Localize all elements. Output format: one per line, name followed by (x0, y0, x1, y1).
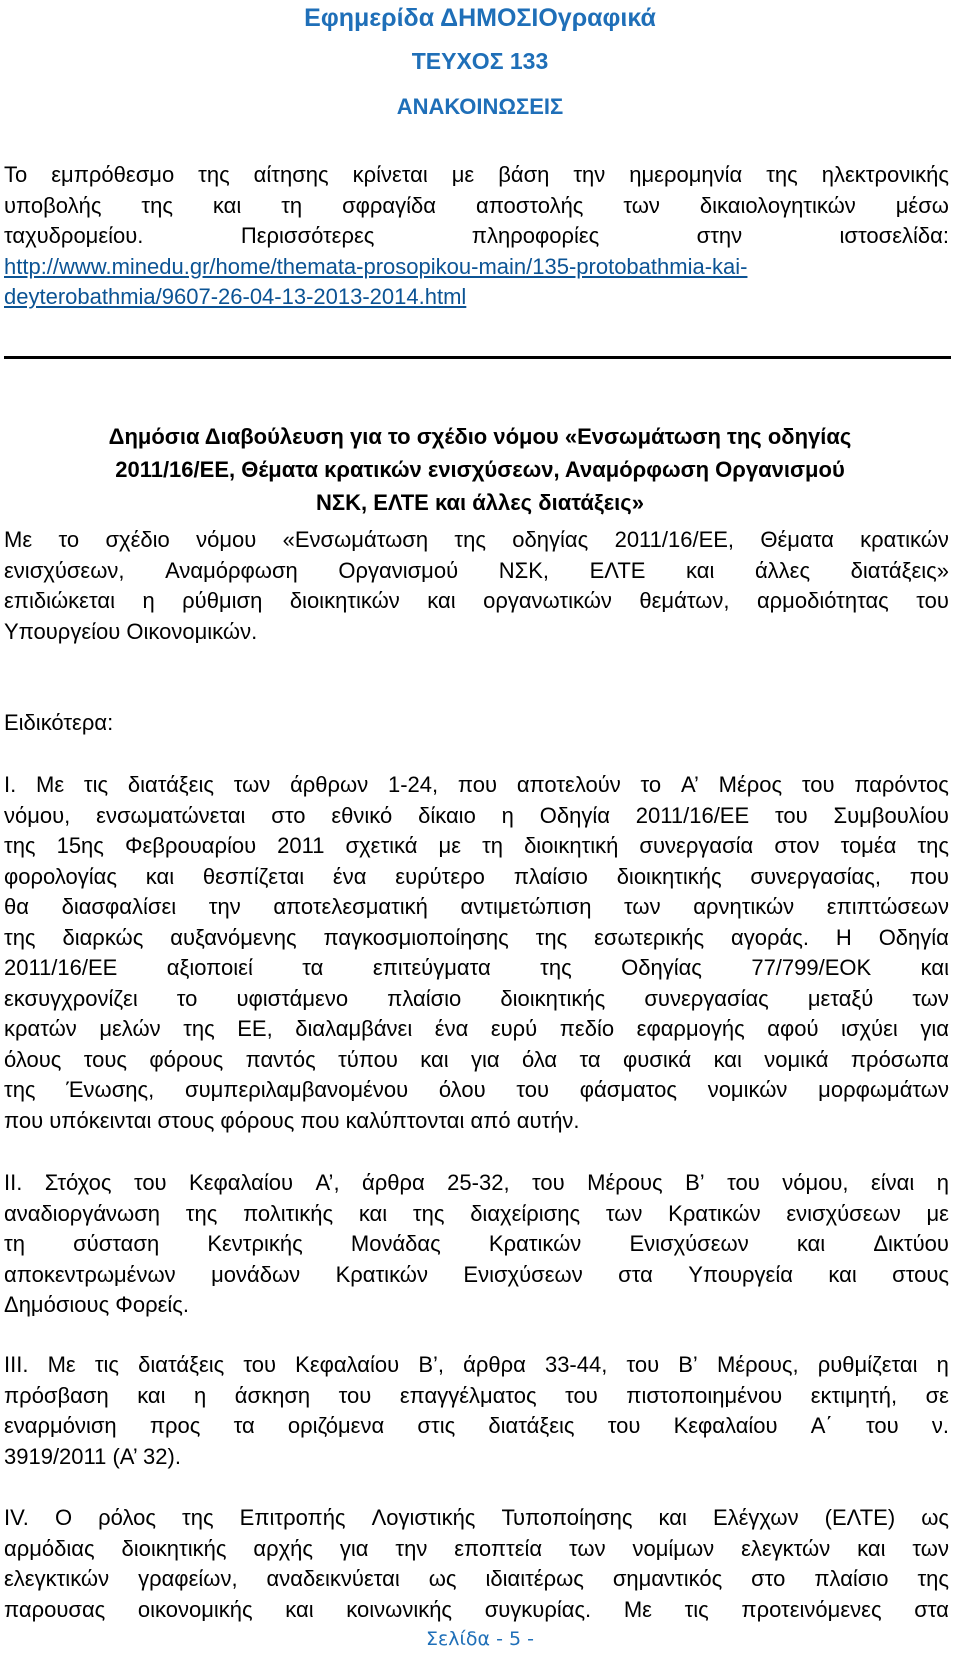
paragraph-line: εκσυγχρονίζει το υφιστάμενο πλαίσιο διοικητικής συνεργασίας μεταξύ των (4, 985, 949, 1011)
section-1-paragraph (4, 770, 949, 1136)
paragraph-line: ενισχύσεων, Αναμόρφωση Οργανισμού ΝΣΚ, ΕΛΤΕ και άλλες διατάξεις» (4, 557, 949, 583)
article-title-line: 2011/16/ΕΕ, Θέματα κρατικών ενισχύσεων, Αναμόρφωση Οργανισμού (115, 457, 845, 482)
paragraph-line: 2011/16/ΕΕ αξιοποιεί τα επιτεύγματα της Οδηγίας 77/799/ΕΟΚ και (4, 955, 949, 980)
specifically-label (4, 708, 949, 739)
paragraph-line: Ι. Με τις διατάξεις των άρθρων 1-24, που αποτελούν το Α’ Μέρος του παρόντος (4, 772, 949, 797)
newspaper-title: Εφημερίδα ΔΗΜΟΣΙΟγραφικά (304, 4, 656, 32)
paragraph-line: ΙΙΙ. Με τις διατάξεις του Κεφαλαίου Β’, άρθρα 33-44, του Β’ Μέρους, ρυθμίζεται η (4, 1352, 949, 1377)
paragraph-line: της διαρκώς αυξανόμενης παγκοσμιοποίησης της εσωτερικής αγοράς. Η Οδηγία (4, 924, 949, 950)
issue-number: ΤΕΥΧΟΣ 133 (411, 48, 549, 74)
paragraph-line: της 15ης Φεβρουαρίου 2011 σχετικά με τη διοικητική συνεργασία στον τομέα της (4, 833, 949, 858)
paragraph-line: ΙV. Ο ρόλος της Επιτροπής Λογιστικής Τυποποίησης και Ελέγχων (ΕΛΤΕ) ως (4, 1505, 949, 1530)
paragraph-line: θα διασφαλίσει την αποτελεσματική αντιμετώπιση των αρνητικών επιπτώσεων (4, 894, 949, 919)
paragraph-line: πρόσβαση και η άσκηση του επαγγέλματος του πιστοποιημένου εκτιμητή, σε (4, 1382, 949, 1408)
article-title-line: Δημόσια Διαβούλευση για το σχέδιο νόμου «Ενσωμάτωση της οδηγίας (108, 424, 852, 449)
paragraph-line: Υπουργείου Οικονομικών. (4, 618, 258, 644)
article-title (0, 420, 960, 519)
paragraph-line: επιδιώκεται η ρύθμιση διοικητικών και οργανωτικών θεμάτων, αρμοδιότητας του (4, 588, 949, 613)
paragraph-line: Δημόσιους Φορείς. (4, 1292, 190, 1317)
section-2-paragraph (4, 1168, 949, 1321)
paragraph-line: υποβολής της και τη σφραγίδα αποστολής των δικαιολογητικών μέσω (4, 192, 949, 218)
paragraph-line: κρατών μελών της ΕΕ, διαλαμβάνει ένα ευρύ πεδίο εφαρμογής αφού ισχύει για (4, 1016, 949, 1041)
paragraph-line: Το εμπρόθεσμο της αίτησης κρίνεται με βάση την ημερομηνία της ηλεκτρονικής (4, 162, 949, 187)
specifically-text: Ειδικότερα: (4, 710, 114, 735)
article-title-line: ΝΣΚ, ΕΛΤΕ και άλλες διατάξεις» (316, 490, 644, 515)
paragraph-line: ταχυδρομείου. Περισσότερες πληροφορίες στην ιστοσελίδα: (4, 223, 949, 248)
paragraph-line: φορολογίας και θεσπίζεται ένα ευρύτερο πλαίσιο διοικητικής συνεργασίας, που (4, 863, 949, 889)
paragraph-line: αρμόδιας διοικητικής αρχής για την εποπτεία των νομίμων ελεγκτών και των (4, 1535, 949, 1561)
section-3-paragraph (4, 1350, 949, 1472)
lead-paragraph (4, 525, 949, 647)
paragraph-line: αναδιοργάνωση της πολιτικής και της διαχείρισης των Κρατικών ενισχύσεων με (4, 1200, 949, 1226)
section-4-paragraph (4, 1503, 949, 1625)
info-link[interactable]: http://www.minedu.gr/home/themata-prosopikou-main/135-protobathmia-kai- (4, 253, 748, 279)
info-link-continued[interactable]: deyterobathmia/9607-26-04-13-2013-2014.html (4, 284, 467, 309)
page-number: Σελίδα - 5 - (425, 1628, 535, 1650)
paragraph-line: εναρμόνιση προς τα οριζόμενα στις διατάξεις του Κεφαλαίου Α΄ του ν. (4, 1413, 949, 1438)
section-heading: ΑΝΑΚΟΙΝΩΣΕΙΣ (396, 94, 564, 119)
intro-paragraph (4, 160, 949, 313)
paragraph-line: της Ένωσης, συμπεριλαμβανομένου όλου του φάσματος νομικών μορφωμάτων (4, 1077, 949, 1102)
paragraph-line: ελεγκτικών γραφείων, αναδεικνύεται ως ιδιαιτέρως σημαντικός στο πλαίσιο της (4, 1566, 949, 1591)
horizontal-rule (4, 356, 951, 359)
paragraph-line: νόμου, ενσωματώνεται στο εθνικό δίκαιο η Οδηγία 2011/16/ΕΕ του Συμβουλίου (4, 802, 949, 828)
paragraph-line: ΙΙ. Στόχος του Κεφαλαίου Α’, άρθρα 25-32, του Μέρους Β’ του νόμου, είναι η (4, 1170, 949, 1195)
paragraph-line: τη σύσταση Κεντρικής Μονάδας Κρατικών Ενισχύσεων και Δικτύου (4, 1231, 949, 1256)
paragraph-line: Με το σχέδιο νόμου «Ενσωμάτωση της οδηγίας 2011/16/ΕΕ, Θέματα κρατικών (4, 527, 949, 552)
paragraph-line: 3919/2011 (Α’ 32). (4, 1443, 181, 1469)
paragraph-line: που υπόκεινται στους φόρους που καλύπτονται από αυτήν. (4, 1107, 580, 1133)
paragraph-line: παρουσας οικονομικής και κοινωνικής συγκυρίας. Με τις προτεινόμενες στα (4, 1596, 949, 1622)
paragraph-line: αποκεντρωμένων μονάδων Κρατικών Ενισχύσεων στα Υπουργεία και στους (4, 1261, 949, 1287)
paragraph-line: όλους τους φόρους παντός τύπου και για όλα τα φυσικά και νομικά πρόσωπα (4, 1046, 949, 1072)
